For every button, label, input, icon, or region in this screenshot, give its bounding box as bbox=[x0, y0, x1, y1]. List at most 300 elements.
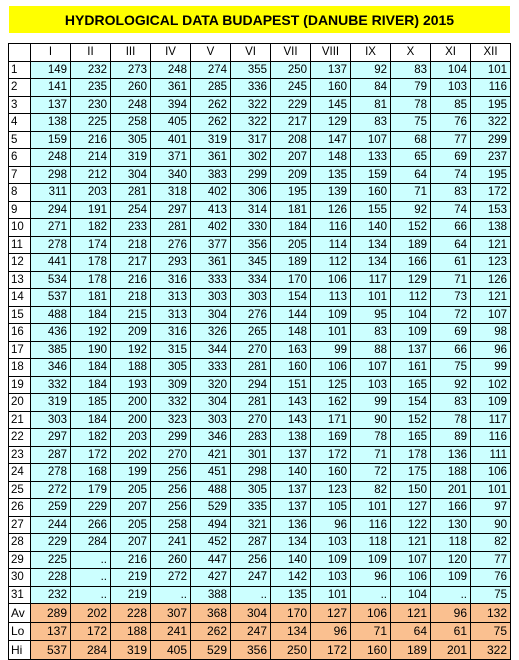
water-level-cell: 333 bbox=[191, 271, 231, 289]
water-level-cell: 207 bbox=[271, 149, 311, 167]
water-level-cell: 192 bbox=[111, 341, 151, 359]
water-level-cell: 168 bbox=[71, 464, 111, 482]
water-level-cell: 265 bbox=[231, 324, 271, 342]
day-row bbox=[9, 219, 511, 237]
water-level-cell: 179 bbox=[71, 481, 111, 499]
water-level-cell: 260 bbox=[111, 79, 151, 97]
water-level-cell: 203 bbox=[111, 429, 151, 447]
water-level-cell: 193 bbox=[111, 376, 151, 394]
water-level-cell: 161 bbox=[391, 359, 431, 377]
day-label: 24 bbox=[9, 464, 31, 482]
day-label: 26 bbox=[9, 499, 31, 517]
water-level-cell: 144 bbox=[271, 306, 311, 324]
water-level-cell: 155 bbox=[351, 201, 391, 219]
water-level-cell: .. bbox=[71, 569, 111, 587]
water-level-cell: 305 bbox=[231, 481, 271, 499]
water-level-cell: 81 bbox=[351, 96, 391, 114]
water-level-cell: 137 bbox=[271, 481, 311, 499]
water-level-cell: 152 bbox=[391, 411, 431, 429]
day-row bbox=[9, 516, 511, 534]
day-label: 27 bbox=[9, 516, 31, 534]
water-level-cell: 321 bbox=[231, 516, 271, 534]
summary-cell: 106 bbox=[351, 604, 391, 623]
water-level-cell: 385 bbox=[31, 341, 71, 359]
day-label: 7 bbox=[9, 166, 31, 184]
water-level-cell: .. bbox=[231, 586, 271, 604]
water-level-cell: 237 bbox=[471, 149, 511, 167]
water-level-cell: 205 bbox=[111, 481, 151, 499]
water-level-cell: 171 bbox=[311, 411, 351, 429]
water-level-cell: 106 bbox=[311, 271, 351, 289]
water-level-cell: 402 bbox=[191, 219, 231, 237]
summary-cell: 228 bbox=[111, 604, 151, 623]
water-level-cell: 189 bbox=[391, 236, 431, 254]
month-header: V bbox=[191, 44, 231, 62]
summary-cell: 188 bbox=[111, 622, 151, 641]
water-level-cell: 134 bbox=[271, 534, 311, 552]
day-label: 10 bbox=[9, 219, 31, 237]
water-level-cell: 195 bbox=[271, 184, 311, 202]
day-label: 21 bbox=[9, 411, 31, 429]
water-level-cell: 101 bbox=[471, 481, 511, 499]
water-level-cell: 120 bbox=[431, 551, 471, 569]
water-level-cell: 107 bbox=[471, 306, 511, 324]
water-level-cell: 133 bbox=[351, 149, 391, 167]
water-level-cell: 494 bbox=[191, 516, 231, 534]
water-level-cell: 121 bbox=[391, 534, 431, 552]
water-level-cell: 271 bbox=[31, 219, 71, 237]
water-level-cell: 334 bbox=[231, 271, 271, 289]
day-row bbox=[9, 114, 511, 132]
water-level-cell: 258 bbox=[111, 114, 151, 132]
water-level-cell: 313 bbox=[151, 289, 191, 307]
water-level-cell: 122 bbox=[391, 516, 431, 534]
water-level-cell: 96 bbox=[311, 516, 351, 534]
water-level-cell: 537 bbox=[31, 289, 71, 307]
water-level-cell: 305 bbox=[111, 131, 151, 149]
water-level-cell: 245 bbox=[271, 79, 311, 97]
water-level-cell: 160 bbox=[311, 79, 351, 97]
water-level-cell: 88 bbox=[351, 341, 391, 359]
day-label: 28 bbox=[9, 534, 31, 552]
water-level-cell: 298 bbox=[231, 464, 271, 482]
water-level-cell: 116 bbox=[351, 516, 391, 534]
water-level-cell: 127 bbox=[391, 499, 431, 517]
summary-row bbox=[9, 622, 511, 641]
day-row bbox=[9, 446, 511, 464]
summary-cell: 368 bbox=[191, 604, 231, 623]
water-level-cell: 216 bbox=[71, 131, 111, 149]
water-level-cell: 316 bbox=[151, 324, 191, 342]
water-level-cell: 229 bbox=[31, 534, 71, 552]
water-level-cell: 304 bbox=[191, 306, 231, 324]
water-level-cell: 195 bbox=[471, 96, 511, 114]
summary-cell: 405 bbox=[151, 641, 191, 660]
summary-cell: 75 bbox=[471, 622, 511, 641]
water-level-cell: 101 bbox=[351, 289, 391, 307]
water-level-cell: 106 bbox=[471, 464, 511, 482]
water-level-cell: 278 bbox=[31, 464, 71, 482]
water-level-cell: 90 bbox=[351, 411, 391, 429]
water-level-cell: 114 bbox=[311, 236, 351, 254]
water-level-cell: 208 bbox=[271, 131, 311, 149]
water-level-cell: 160 bbox=[271, 359, 311, 377]
water-level-cell: 138 bbox=[31, 114, 71, 132]
water-level-cell: 199 bbox=[111, 464, 151, 482]
water-level-cell: 154 bbox=[391, 394, 431, 412]
hydrological-data-table bbox=[8, 43, 511, 660]
day-row bbox=[9, 236, 511, 254]
water-level-cell: 260 bbox=[151, 551, 191, 569]
water-level-cell: 383 bbox=[191, 166, 231, 184]
water-level-cell: 160 bbox=[351, 184, 391, 202]
water-level-cell: 99 bbox=[311, 341, 351, 359]
water-level-cell: 68 bbox=[391, 131, 431, 149]
water-level-cell: .. bbox=[151, 586, 191, 604]
water-level-cell: 303 bbox=[191, 289, 231, 307]
water-level-cell: 270 bbox=[231, 341, 271, 359]
water-level-cell: 262 bbox=[191, 114, 231, 132]
water-level-cell: 109 bbox=[471, 394, 511, 412]
water-level-cell: 121 bbox=[471, 289, 511, 307]
summary-cell: 537 bbox=[31, 641, 71, 660]
water-level-cell: 109 bbox=[311, 306, 351, 324]
summary-cell: 250 bbox=[271, 641, 311, 660]
water-level-cell: 151 bbox=[271, 376, 311, 394]
summary-row bbox=[9, 641, 511, 660]
water-level-cell: 294 bbox=[31, 201, 71, 219]
month-header: XII bbox=[471, 44, 511, 62]
water-level-cell: 92 bbox=[351, 61, 391, 79]
water-level-cell: 326 bbox=[191, 324, 231, 342]
summary-label: Lo bbox=[9, 622, 31, 641]
water-level-cell: 117 bbox=[471, 411, 511, 429]
water-level-cell: 361 bbox=[151, 79, 191, 97]
water-level-cell: 281 bbox=[151, 219, 191, 237]
water-level-cell: 66 bbox=[431, 341, 471, 359]
water-level-cell: 388 bbox=[191, 586, 231, 604]
water-level-cell: 147 bbox=[311, 131, 351, 149]
water-level-cell: 207 bbox=[111, 534, 151, 552]
water-level-cell: 371 bbox=[151, 149, 191, 167]
water-level-cell: 248 bbox=[151, 61, 191, 79]
summary-cell: 202 bbox=[71, 604, 111, 623]
water-level-cell: .. bbox=[431, 586, 471, 604]
water-level-cell: 303 bbox=[31, 411, 71, 429]
water-level-cell: 299 bbox=[151, 429, 191, 447]
water-level-cell: 64 bbox=[431, 236, 471, 254]
water-level-cell: 101 bbox=[311, 586, 351, 604]
water-level-cell: 140 bbox=[271, 551, 311, 569]
water-level-cell: 96 bbox=[351, 569, 391, 587]
day-label: 12 bbox=[9, 254, 31, 272]
table-title: HYDROLOGICAL DATA BUDAPEST (DANUBE RIVER) 2015 bbox=[9, 6, 510, 33]
water-level-cell: 287 bbox=[31, 446, 71, 464]
water-level-cell: 298 bbox=[31, 166, 71, 184]
water-level-cell: 137 bbox=[311, 61, 351, 79]
water-level-cell: 200 bbox=[111, 394, 151, 412]
water-level-cell: 178 bbox=[71, 271, 111, 289]
water-level-cell: 111 bbox=[471, 446, 511, 464]
water-level-cell: 247 bbox=[231, 569, 271, 587]
day-label: 15 bbox=[9, 306, 31, 324]
water-level-cell: 140 bbox=[271, 464, 311, 482]
water-level-cell: 189 bbox=[271, 254, 311, 272]
summary-cell: 127 bbox=[311, 604, 351, 623]
summary-row bbox=[9, 604, 511, 623]
water-level-cell: 293 bbox=[151, 254, 191, 272]
day-label: 5 bbox=[9, 131, 31, 149]
water-level-cell: 118 bbox=[351, 534, 391, 552]
day-label: 31 bbox=[9, 586, 31, 604]
day-label: 25 bbox=[9, 481, 31, 499]
water-level-cell: 452 bbox=[191, 534, 231, 552]
water-level-cell: 175 bbox=[391, 464, 431, 482]
water-level-cell: 71 bbox=[351, 446, 391, 464]
summary-cell: 304 bbox=[231, 604, 271, 623]
water-level-cell: 315 bbox=[151, 341, 191, 359]
water-level-cell: 99 bbox=[351, 394, 391, 412]
day-row bbox=[9, 289, 511, 307]
water-level-cell: 274 bbox=[191, 61, 231, 79]
water-level-cell: 136 bbox=[431, 446, 471, 464]
water-level-cell: 181 bbox=[71, 289, 111, 307]
water-level-cell: 427 bbox=[191, 569, 231, 587]
water-level-cell: 166 bbox=[391, 254, 431, 272]
water-level-cell: 218 bbox=[111, 289, 151, 307]
water-level-cell: 216 bbox=[111, 271, 151, 289]
water-level-cell: 184 bbox=[71, 359, 111, 377]
water-level-cell: 103 bbox=[311, 534, 351, 552]
day-row bbox=[9, 376, 511, 394]
water-level-cell: 79 bbox=[391, 79, 431, 97]
water-level-cell: 83 bbox=[431, 394, 471, 412]
summary-cell: 160 bbox=[351, 641, 391, 660]
water-level-cell: 112 bbox=[311, 254, 351, 272]
water-level-cell: 181 bbox=[271, 201, 311, 219]
day-row bbox=[9, 61, 511, 79]
day-row bbox=[9, 411, 511, 429]
water-level-cell: 346 bbox=[191, 429, 231, 447]
summary-cell: 284 bbox=[71, 641, 111, 660]
month-header: XI bbox=[431, 44, 471, 62]
water-level-cell: 281 bbox=[111, 184, 151, 202]
water-level-cell: 184 bbox=[71, 411, 111, 429]
water-level-cell: 135 bbox=[311, 166, 351, 184]
water-level-cell: 103 bbox=[351, 376, 391, 394]
water-level-cell: 232 bbox=[31, 586, 71, 604]
water-level-cell: 137 bbox=[271, 499, 311, 517]
water-level-cell: 106 bbox=[391, 569, 431, 587]
day-label: 17 bbox=[9, 341, 31, 359]
water-level-cell: 488 bbox=[31, 306, 71, 324]
water-level-cell: 219 bbox=[111, 569, 151, 587]
water-level-cell: 152 bbox=[391, 219, 431, 237]
summary-cell: 71 bbox=[351, 622, 391, 641]
water-level-cell: 97 bbox=[471, 499, 511, 517]
water-level-cell: 107 bbox=[391, 551, 431, 569]
water-level-cell: 436 bbox=[31, 324, 71, 342]
water-level-cell: 95 bbox=[351, 306, 391, 324]
water-level-cell: 109 bbox=[311, 551, 351, 569]
month-header: IV bbox=[151, 44, 191, 62]
water-level-cell: 229 bbox=[271, 96, 311, 114]
water-level-cell: 101 bbox=[351, 499, 391, 517]
water-level-cell: 258 bbox=[151, 516, 191, 534]
water-level-cell: 262 bbox=[191, 96, 231, 114]
month-header: VIII bbox=[311, 44, 351, 62]
water-level-cell: 178 bbox=[391, 446, 431, 464]
water-level-cell: 113 bbox=[311, 289, 351, 307]
water-level-cell: 148 bbox=[271, 324, 311, 342]
day-row bbox=[9, 429, 511, 447]
summary-cell: 96 bbox=[431, 604, 471, 623]
water-level-cell: 207 bbox=[111, 499, 151, 517]
water-level-cell: 272 bbox=[151, 569, 191, 587]
water-level-cell: 294 bbox=[231, 376, 271, 394]
water-level-cell: 302 bbox=[231, 149, 271, 167]
day-label: 2 bbox=[9, 79, 31, 97]
water-level-cell: 322 bbox=[231, 114, 271, 132]
summary-cell: 137 bbox=[31, 622, 71, 641]
water-level-cell: 83 bbox=[391, 61, 431, 79]
water-level-cell: 314 bbox=[231, 201, 271, 219]
month-header: X bbox=[391, 44, 431, 62]
water-level-cell: 202 bbox=[111, 446, 151, 464]
water-level-cell: 356 bbox=[231, 236, 271, 254]
water-level-cell: 332 bbox=[151, 394, 191, 412]
water-level-cell: 126 bbox=[471, 271, 511, 289]
water-level-cell: 405 bbox=[151, 114, 191, 132]
water-level-cell: 160 bbox=[311, 464, 351, 482]
day-label: 14 bbox=[9, 289, 31, 307]
day-row bbox=[9, 569, 511, 587]
water-level-cell: 330 bbox=[231, 219, 271, 237]
water-level-cell: 123 bbox=[471, 254, 511, 272]
water-level-cell: 140 bbox=[351, 219, 391, 237]
water-level-cell: 182 bbox=[71, 429, 111, 447]
summary-cell: 322 bbox=[471, 641, 511, 660]
day-label: 29 bbox=[9, 551, 31, 569]
day-label: 8 bbox=[9, 184, 31, 202]
water-level-cell: 185 bbox=[71, 394, 111, 412]
water-level-cell: 78 bbox=[391, 96, 431, 114]
water-level-cell: 316 bbox=[151, 271, 191, 289]
water-level-cell: 529 bbox=[191, 499, 231, 517]
water-level-cell: 191 bbox=[71, 201, 111, 219]
water-level-cell: 345 bbox=[231, 254, 271, 272]
water-level-cell: 256 bbox=[151, 499, 191, 517]
water-level-cell: 297 bbox=[151, 201, 191, 219]
water-level-cell: 215 bbox=[111, 306, 151, 324]
water-level-cell: 216 bbox=[111, 551, 151, 569]
water-level-cell: 276 bbox=[231, 306, 271, 324]
water-level-cell: 75 bbox=[431, 359, 471, 377]
water-level-cell: 301 bbox=[231, 446, 271, 464]
day-row bbox=[9, 96, 511, 114]
water-level-cell: 297 bbox=[31, 429, 71, 447]
water-level-cell: 273 bbox=[111, 61, 151, 79]
day-row bbox=[9, 499, 511, 517]
water-level-cell: 451 bbox=[191, 464, 231, 482]
water-level-cell: 126 bbox=[311, 201, 351, 219]
summary-cell: 307 bbox=[151, 604, 191, 623]
water-level-cell: 109 bbox=[351, 551, 391, 569]
water-level-cell: 138 bbox=[271, 429, 311, 447]
water-level-cell: 278 bbox=[31, 236, 71, 254]
water-level-cell: 116 bbox=[471, 79, 511, 97]
water-level-cell: 117 bbox=[351, 271, 391, 289]
water-level-cell: 421 bbox=[191, 446, 231, 464]
water-level-cell: 65 bbox=[391, 149, 431, 167]
water-level-cell: 139 bbox=[311, 184, 351, 202]
water-level-cell: 162 bbox=[311, 394, 351, 412]
water-level-cell: 200 bbox=[111, 411, 151, 429]
water-level-cell: 77 bbox=[471, 551, 511, 569]
water-level-cell: 281 bbox=[231, 359, 271, 377]
water-level-cell: 64 bbox=[391, 166, 431, 184]
water-level-cell: 172 bbox=[71, 446, 111, 464]
water-level-cell: 281 bbox=[231, 394, 271, 412]
water-level-cell: 209 bbox=[271, 166, 311, 184]
summary-cell: 132 bbox=[471, 604, 511, 623]
water-level-cell: 76 bbox=[471, 569, 511, 587]
water-level-cell: 332 bbox=[31, 376, 71, 394]
water-level-cell: 71 bbox=[391, 184, 431, 202]
water-level-cell: 270 bbox=[151, 446, 191, 464]
water-level-cell: 284 bbox=[71, 534, 111, 552]
water-level-cell: 313 bbox=[151, 306, 191, 324]
water-level-cell: 73 bbox=[431, 289, 471, 307]
month-header: VII bbox=[271, 44, 311, 62]
water-level-cell: 225 bbox=[31, 551, 71, 569]
water-level-cell: 272 bbox=[31, 481, 71, 499]
water-level-cell: 72 bbox=[351, 464, 391, 482]
day-label: 6 bbox=[9, 149, 31, 167]
water-level-cell: 287 bbox=[231, 534, 271, 552]
water-level-cell: 78 bbox=[351, 429, 391, 447]
water-level-cell: 259 bbox=[31, 499, 71, 517]
water-level-cell: 355 bbox=[231, 61, 271, 79]
water-level-cell: 304 bbox=[111, 166, 151, 184]
water-level-cell: 190 bbox=[71, 341, 111, 359]
day-row bbox=[9, 271, 511, 289]
day-row bbox=[9, 79, 511, 97]
water-level-cell: 142 bbox=[271, 569, 311, 587]
water-level-cell: 184 bbox=[271, 219, 311, 237]
water-level-cell: 78 bbox=[431, 411, 471, 429]
water-level-cell: 305 bbox=[151, 359, 191, 377]
summary-cell: 121 bbox=[391, 604, 431, 623]
water-level-cell: 320 bbox=[191, 376, 231, 394]
water-level-cell: 92 bbox=[431, 376, 471, 394]
water-level-cell: 203 bbox=[71, 184, 111, 202]
summary-cell: 189 bbox=[391, 641, 431, 660]
summary-cell: 529 bbox=[191, 641, 231, 660]
water-level-cell: 104 bbox=[391, 306, 431, 324]
water-level-cell: 235 bbox=[71, 79, 111, 97]
water-level-cell: 83 bbox=[431, 184, 471, 202]
water-level-cell: 248 bbox=[111, 96, 151, 114]
summary-cell: 289 bbox=[31, 604, 71, 623]
water-level-cell: 225 bbox=[71, 114, 111, 132]
day-label: 18 bbox=[9, 359, 31, 377]
water-level-cell: 178 bbox=[71, 254, 111, 272]
water-level-cell: 143 bbox=[271, 411, 311, 429]
water-level-cell: 61 bbox=[431, 254, 471, 272]
water-level-cell: 182 bbox=[71, 219, 111, 237]
water-level-cell: 169 bbox=[311, 429, 351, 447]
